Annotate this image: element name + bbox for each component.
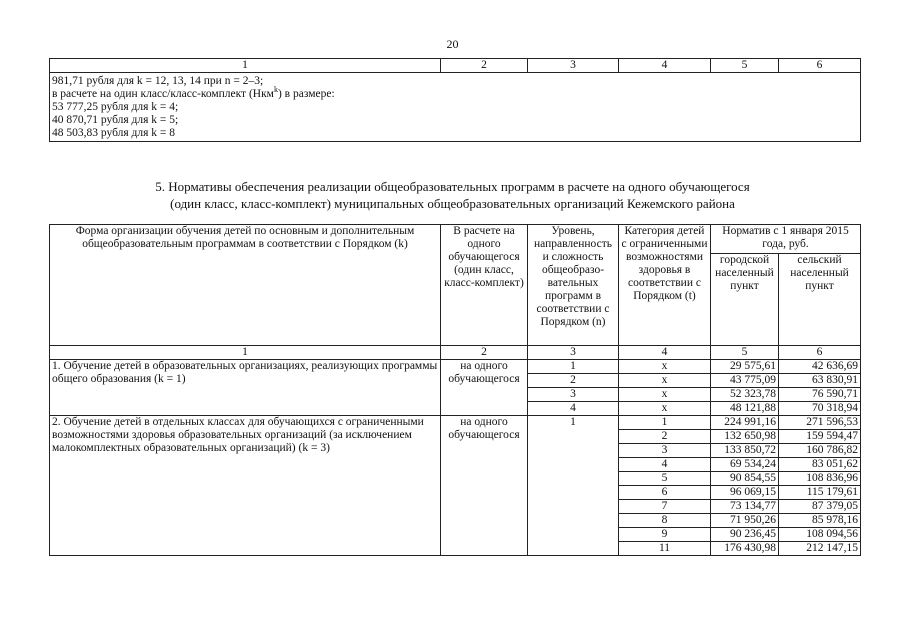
column-number: 5 (711, 346, 779, 360)
header-per-unit: В расчете на одного обучающегося (один класс, класс-комплект) (441, 225, 528, 346)
rural-value: 108 094,56 (779, 528, 861, 542)
column-number: 2 (441, 346, 528, 360)
urban-value: 90 236,45 (711, 528, 779, 542)
rural-value: 160 786,82 (779, 444, 861, 458)
column-number: 5 (711, 59, 779, 73)
group2-form: 2. Обучение детей в отдельных классах для обучающихся с ограниченными возможностями здоровья образовательных организаций (за исключением малокомплектных образовательных организаций) (k = 3) (50, 416, 441, 556)
level-cell: 1 (528, 360, 619, 374)
urban-value: 29 575,61 (711, 360, 779, 374)
header-norm: Норматив с 1 января 2015 года, руб. (711, 225, 861, 254)
rural-value: 271 596,53 (779, 416, 861, 430)
header-urban: городской населенный пункт (711, 254, 779, 346)
header-form: Форма организации обучения детей по основным и дополнительным общеобразовательным программам в соответствии с Порядком (k) (50, 225, 441, 346)
urban-value: 132 650,98 (711, 430, 779, 444)
rural-value: 83 051,62 (779, 458, 861, 472)
text-line: 40 870,71 рубля для k = 5; (52, 114, 179, 126)
category-cell: 7 (619, 500, 711, 514)
column-number: 3 (528, 346, 619, 360)
norms-table (49, 224, 861, 556)
text-line: 48 503,83 рубля для k = 8 (52, 127, 176, 139)
category-cell: 5 (619, 472, 711, 486)
urban-value: 224 991,16 (711, 416, 779, 430)
rural-value: 63 830,91 (779, 374, 861, 388)
rural-value: 70 318,94 (779, 402, 861, 416)
column-number: 6 (779, 59, 861, 73)
column-number: 2 (441, 59, 528, 73)
text-line (52, 85, 858, 101)
heading-line: (один класс, класс-комплект) муниципальных общеобразовательных организаций Кежемского района (170, 196, 735, 211)
header-rural: сельский населенный пункт (779, 254, 861, 346)
level-cell: 3 (528, 388, 619, 402)
category-cell: 1 (619, 416, 711, 430)
level-cell: 2 (528, 374, 619, 388)
urban-value: 73 134,77 (711, 500, 779, 514)
heading-line: 5. Нормативы обеспечения реализации общеобразовательных программ в расчете на одного обучающегося (155, 179, 750, 194)
category-cell: 11 (619, 542, 711, 556)
rural-value: 87 379,05 (779, 500, 861, 514)
text-line: 981,71 рубля для k = 12, 13, 14 при n = 2–3; (52, 75, 264, 87)
category-cell: x (619, 374, 711, 388)
category-cell: 3 (619, 444, 711, 458)
category-cell: x (619, 402, 711, 416)
group1-per-unit: на одного обучающегося (441, 360, 528, 416)
continuation-row (50, 73, 861, 142)
category-cell: x (619, 360, 711, 374)
header-row (50, 225, 861, 254)
urban-value: 176 430,98 (711, 542, 779, 556)
continuation-table (49, 58, 861, 142)
group1-form: 1. Обучение детей в образовательных организациях, реализующих программы общего образования (k = 1) (50, 360, 441, 416)
text-fragment: ) в размере: (277, 88, 335, 100)
rural-value: 115 179,61 (779, 486, 861, 500)
text-fragment: в расчете на один класс/класс-комплект (Нкм (52, 88, 274, 100)
header-level: Уровень, направленность и сложность общеобразо-вательных программ в соответствии с Порядком (n) (528, 225, 619, 346)
urban-value: 90 854,55 (711, 472, 779, 486)
category-cell: x (619, 388, 711, 402)
rural-value: 212 147,15 (779, 542, 861, 556)
group2-per-unit: на одного обучающегося (441, 416, 528, 556)
level-cell: 4 (528, 402, 619, 416)
urban-value: 69 534,24 (711, 458, 779, 472)
column-number: 1 (50, 59, 441, 73)
category-cell: 9 (619, 528, 711, 542)
category-cell: 2 (619, 430, 711, 444)
column-number: 4 (619, 346, 711, 360)
column-number: 4 (619, 59, 711, 73)
column-number: 1 (50, 346, 441, 360)
rural-value: 42 636,69 (779, 360, 861, 374)
urban-value: 71 950,26 (711, 514, 779, 528)
urban-value: 52 323,78 (711, 388, 779, 402)
category-cell: 4 (619, 458, 711, 472)
column-number-row (50, 59, 861, 73)
rural-value: 76 590,71 (779, 388, 861, 402)
header-category: Категория детей с ограниченными возможностями здоровья в соответствии с Порядком (t) (619, 225, 711, 346)
urban-value: 43 775,09 (711, 374, 779, 388)
text-line: 53 777,25 рубля для k = 4; (52, 101, 179, 113)
urban-value: 133 850,72 (711, 444, 779, 458)
continuation-text (50, 73, 861, 142)
section-heading (0, 178, 905, 212)
rural-value: 159 594,47 (779, 430, 861, 444)
column-number: 3 (528, 59, 619, 73)
group2-level: 1 (528, 416, 619, 556)
category-cell: 8 (619, 514, 711, 528)
table-row (50, 416, 861, 430)
rural-value: 108 836,96 (779, 472, 861, 486)
rural-value: 85 978,16 (779, 514, 861, 528)
column-number-row (50, 346, 861, 360)
urban-value: 48 121,88 (711, 402, 779, 416)
column-number: 6 (779, 346, 861, 360)
table-row (50, 360, 861, 374)
superscript: k (273, 85, 278, 95)
category-cell: 6 (619, 486, 711, 500)
page-number: 20 (446, 37, 459, 51)
urban-value: 96 069,15 (711, 486, 779, 500)
